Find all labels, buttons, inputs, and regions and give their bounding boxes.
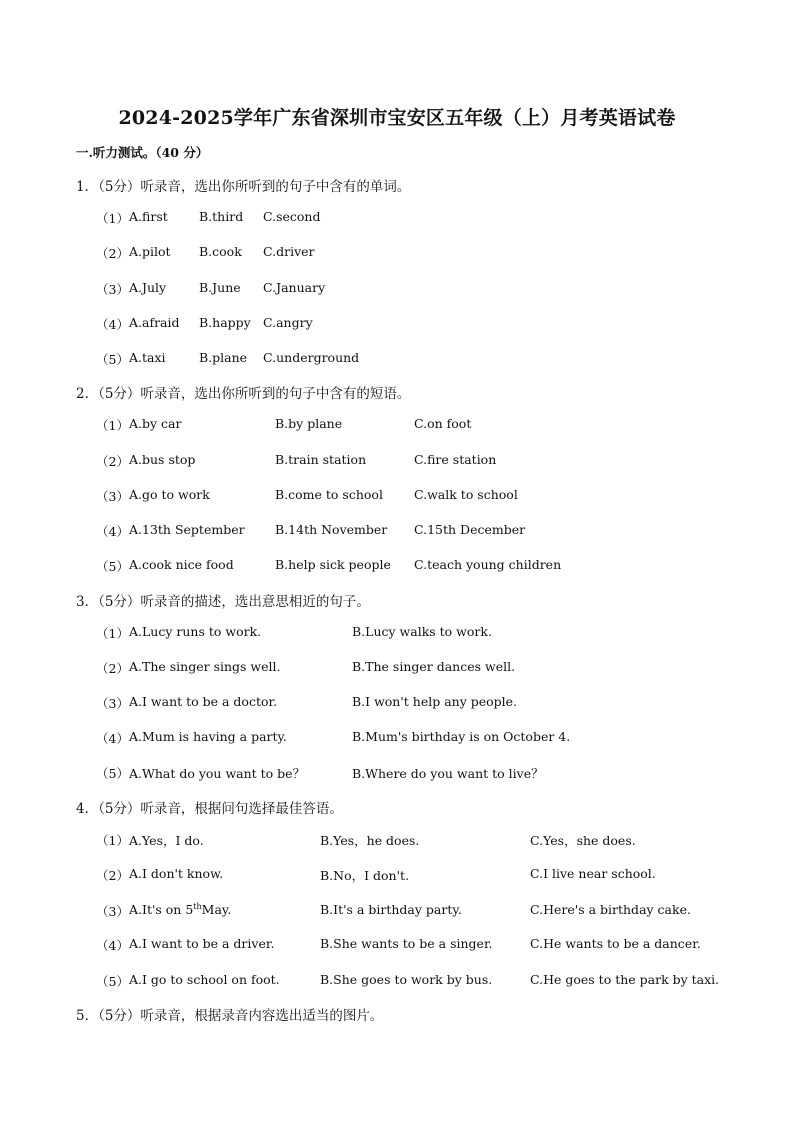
option-b[interactable]: B.by plane <box>275 416 343 431</box>
question-2-heading: 2．（5分）听录音，选出你所听到的句子中含有的短语。 <box>76 386 411 402</box>
item-number: （1） <box>96 626 129 641</box>
option-b[interactable]: B.She goes to work by bus. <box>320 972 493 987</box>
option-c[interactable]: C.driver <box>263 244 315 259</box>
item-number: （4） <box>96 317 129 332</box>
option-b[interactable]: B.come to school <box>275 487 383 502</box>
item-number: （2） <box>96 246 129 261</box>
option-b[interactable]: B.Mum's birthday is on October 4. <box>352 729 571 744</box>
option-a[interactable]: A.afraid <box>129 315 180 330</box>
item-number: （5） <box>96 559 129 574</box>
option-a[interactable]: A.I go to school on foot. <box>129 972 280 987</box>
option-b[interactable]: B.The singer dances well. <box>352 659 516 674</box>
option-b[interactable]: B.It's a birthday party. <box>320 902 462 917</box>
option-b[interactable]: B.train station <box>275 452 367 467</box>
option-a-text: A.It's on 5 <box>129 902 194 918</box>
option-c[interactable]: C.fire station <box>414 452 497 467</box>
option-a[interactable]: A.by car <box>129 416 182 431</box>
option-c[interactable]: C.underground <box>263 350 360 365</box>
item-number: （3） <box>96 696 129 711</box>
item-number: （2） <box>96 868 129 883</box>
option-b[interactable]: B.cook <box>199 244 242 259</box>
item-number: （5） <box>96 766 129 781</box>
option-b[interactable]: B.I won't help any people. <box>352 694 518 709</box>
option-b[interactable]: B.June <box>199 280 241 295</box>
question-4-heading: 4．（5分）听录音，根据问句选择最佳答语。 <box>76 801 343 817</box>
question-1-heading: 1．（5分）听录音，选出你所听到的句子中含有的单词。 <box>76 179 411 195</box>
option-a[interactable]: A.I want to be a doctor. <box>129 694 278 709</box>
option-c[interactable]: C.He wants to be a dancer. <box>530 936 701 951</box>
item-number: （4） <box>96 524 129 539</box>
option-b[interactable]: B.Yes，he does. <box>320 833 420 848</box>
option-b[interactable]: B.Where do you want to live？ <box>352 766 544 781</box>
option-b[interactable]: B.happy <box>199 315 251 330</box>
ordinal-suffix: th <box>193 902 202 911</box>
option-a[interactable]: A.Lucy runs to work. <box>129 624 262 639</box>
item-number: （2） <box>96 454 129 469</box>
item-number: （5） <box>96 974 129 989</box>
option-c[interactable]: C.on foot <box>414 416 472 431</box>
option-a[interactable]: A.I want to be a driver. <box>129 936 275 951</box>
option-b[interactable]: B.third <box>199 209 244 224</box>
option-a[interactable]: A.July <box>129 280 167 295</box>
option-b[interactable]: B.14th November <box>275 522 388 537</box>
option-c[interactable]: C.teach young children <box>414 557 562 572</box>
question-3-heading: 3．（5分）听录音的描述，选出意思相近的句子。 <box>76 594 370 610</box>
item-number: （3） <box>96 282 129 297</box>
option-a[interactable]: A.pilot <box>129 244 171 259</box>
option-a[interactable]: A.cook nice food <box>129 557 234 572</box>
option-a-text-end: May. <box>201 902 232 918</box>
option-c[interactable]: C.walk to school <box>414 487 518 502</box>
option-c[interactable]: C.15th December <box>414 522 526 537</box>
option-b[interactable]: B.No，I don't. <box>320 868 410 883</box>
option-a[interactable]: A.taxi <box>129 350 166 365</box>
option-b[interactable]: B.She wants to be a singer. <box>320 936 493 951</box>
option-a[interactable]: A.What do you want to be？ <box>129 766 306 781</box>
option-c[interactable]: C.January <box>263 280 326 295</box>
item-number: （1） <box>96 418 129 433</box>
option-c[interactable]: C.Yes，she does. <box>530 833 636 848</box>
option-a[interactable]: A.I don't know. <box>129 866 224 881</box>
question-5-heading: 5．（5分）听录音，根据录音内容选出适当的图片。 <box>76 1008 384 1024</box>
option-a[interactable]: A.Mum is having a party. <box>129 729 287 744</box>
item-number: （1） <box>96 211 129 226</box>
option-a[interactable]: A.13th September <box>129 522 245 537</box>
option-b[interactable]: B.plane <box>199 350 248 365</box>
section-heading: 一.听力测试。（40 分） <box>76 145 209 160</box>
item-number: （3） <box>96 904 129 919</box>
item-number: （3） <box>96 489 129 504</box>
page-title: 2024-2025学年广东省深圳市宝安区五年级（上）月考英语试卷 <box>118 107 676 129</box>
item-number: （4） <box>96 731 129 746</box>
option-b[interactable]: B.Lucy walks to work. <box>352 624 492 639</box>
option-c[interactable]: C.angry <box>263 315 313 330</box>
option-a[interactable]: A.go to work <box>129 487 210 502</box>
item-number: （2） <box>96 661 129 676</box>
option-a[interactable]: A.The singer sings well. <box>129 659 281 674</box>
item-number: （4） <box>96 938 129 953</box>
option-a[interactable]: A.Yes，I do. <box>129 833 204 848</box>
item-number: （1） <box>96 833 129 848</box>
option-b[interactable]: B.help sick people <box>275 557 391 572</box>
option-a[interactable]: A.bus stop <box>129 452 196 467</box>
item-number: （5） <box>96 352 129 367</box>
option-c[interactable]: C.He goes to the park by taxi. <box>530 972 720 987</box>
option-a[interactable] <box>129 902 231 917</box>
option-c[interactable]: C.second <box>263 209 321 224</box>
option-c[interactable]: C.Here's a birthday cake. <box>530 902 691 917</box>
option-c[interactable]: C.I live near school. <box>530 866 656 881</box>
option-a[interactable]: A.first <box>129 209 168 224</box>
